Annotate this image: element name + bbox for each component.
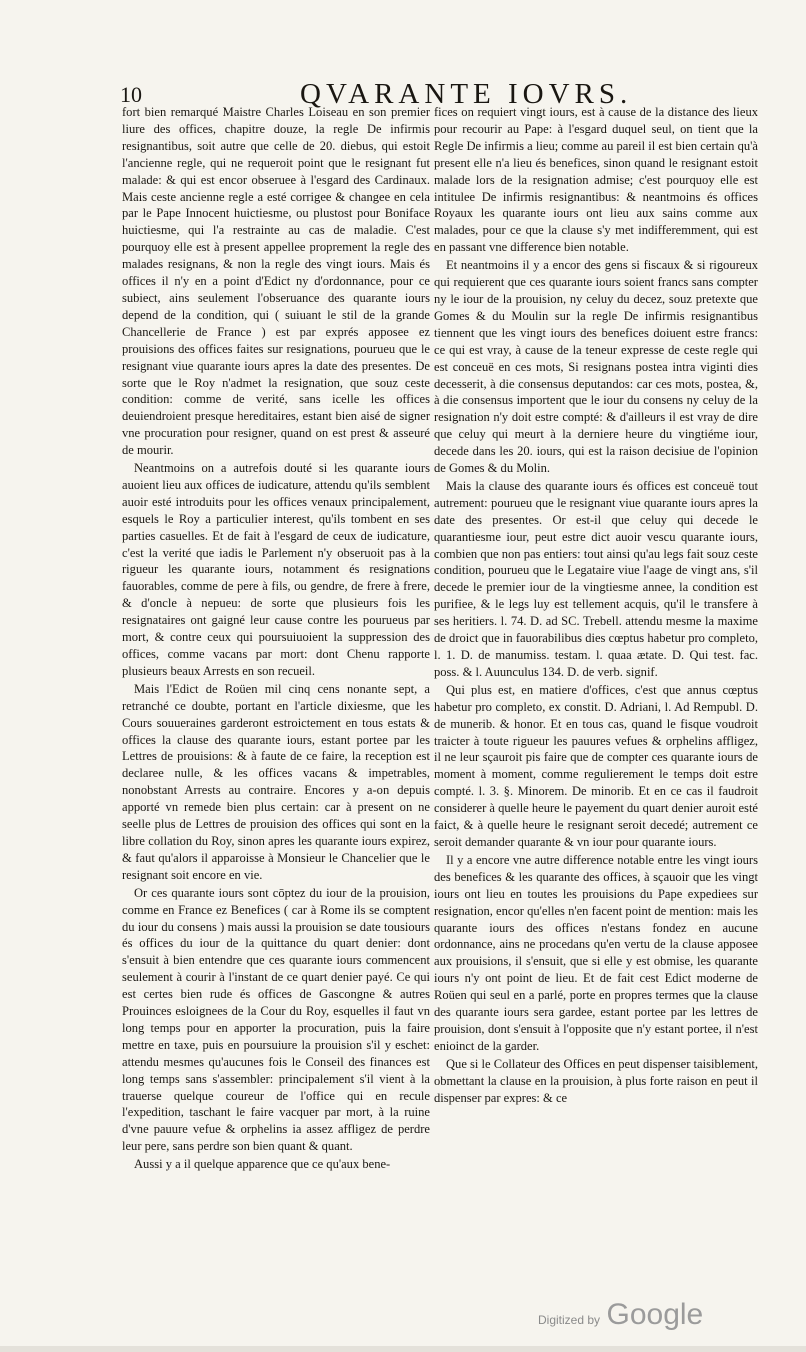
running-title: QVARANTE IOVRS. bbox=[300, 78, 633, 110]
google-logo: Google bbox=[606, 1298, 704, 1331]
paragraph: Qui plus est, en matiere d'offices, c'est que annus cœptus habetur pro completo, ex constit. D. Adriani, l. Ad Rempubl. D. de munerib. & honor. Et en tous cas, quand le fisque voudroit traicter à toute rigueur les pauures vefues & orphelins affligez, il ne leur sçauroit pis faire que de compter ces quarante iours de moment à moment, comme regulierement le temps doit estre compté. l. 3. §. Minorem. De minorib. Et en ce cas il faudroit considerer à quelle heure le payement du quart denier auroit esté faict, & à quelle heure le resignant seroit decedé; autrement ce seroit demander quarante & vn iour pour quarante iours. bbox=[434, 682, 758, 849]
paragraph: fices on requiert vingt iours, est à cause de la distance des lieux pour recourir au Pape: à l'esgard duquel seul, on tient que la Regle De infirmis a lieu; comme au pareil il est bien certain qu'à present elle n'a lieu és benefices, sinon quand le resignant estoit malade lors de la resignation admise; c'est pourquoy elle est intitulee De infirmis resignantibus: & neantmoins és offices Royaux les quarante iours ont lieu aux sains comme aux malades, pour ce que la clause s'y met indifferemment, qui est en passant vne difference bien notable. bbox=[434, 105, 758, 255]
paragraph: fort bien remarqué Maistre Charles Loiseau en son premier liure des offices, chapitre douze, la regle De infirmis resignantibus, soit autre que celle de 20. diebus, qui estoit l'ancienne regle, qui ne requeroit point que le resignant fut malade: & qui est encor obseruee à l'esgard des Cardinaux. Mais ceste ancienne regle a esté corrigee & changee en cela par le Pape Innocent huictiesme, ou plustost pour Boniface huictiesme, qui l'a restrainte au cas de maladie. C'est pourquoy elle est à present appellee proprement la regle des malades resignans, & non la regle des vingt iours. Mais és offices il n'y en a point d'Edict ny d'ordonnance, pour ce subiect, ains seulement l'obseruance des quarante iours depend de la condition, qui ( suiuant le stil de la grande Chancellerie de France ) est par exprés apposee ez prouisions des offices faites sur resignations, pourueu que le resignant viue quarante iours apres la date des presentes. De sorte que le Roy n'admet la resignation, que souz ceste condition: comme de verité, sans icelle les offices deuiendroient presque hereditaires, estant bien aisé de signer vne procuration pour resigner, quand on est prest & asseuré de mourir. bbox=[122, 105, 430, 458]
paragraph: Il y a encore vne autre difference notable entre les vingt iours des benefices & les quarante des offices, à sçauoir que les vingt iours ont lieu en toutes les prouisions du Pape expediees sur resignation, encor qu'elles n'en facent point de mention: mais les quarante iours des offices n'estans fondez en aucune ordonnance, ains ne procedans qu'en vertu de la clause apposee aux prouisions, il s'ensuit, que si elle y est obmise, les quarante iours n'y ont point de lieu. Et de fait cest Edict moderne de Roüen qui seul en a parlé, porte en propres termes que la clause des quarante iours sera gardee, estant portee par les lettres de prouision, dont s'ensuit à l'opposite que n'y estant portee, il n'est enioinct de la garder. bbox=[434, 852, 758, 1053]
paragraph: Que si le Collateur des Offices en peut dispenser taisiblement, obmettant la clause en la prouision, à plus forte raison en peut il dispenser par expres: & ce bbox=[434, 1056, 758, 1105]
page-bottom-edge bbox=[0, 1346, 806, 1352]
paragraph: Or ces quarante iours sont cōptez du iour de la prouision, comme en France ez Benefices ( car à Rome ils se comptent du iour du consens ) mais aussi la prouision se date tousiours és offices du iour de la quittance du quart denier: dont s'ensuit à bien entendre que ces quarante iours commencent seulement à courir à l'instant de ce quart denier payé. Ce qui est certes bien rude és offices de Gascongne & autres Prouinces esloignees de la Cour du Roy, esquelles il faut vn long temps pour en apporter la procuration, puis la faire mettre en taxe, puis en poursuiure la prouision s'il y eschet: attendu mesmes qu'aucunes fois le Conseil des finances est long temps sans s'assembler: principalement s'il vient à la trauerse quelque coureur de l'office qui en recule l'expedition, taschant le faire vacquer par mort, à la ruine d'vne pauure vefue & orphelins ia assez affligez de perdre leur pere, sans perdre son bien quant & quant. bbox=[122, 885, 430, 1154]
watermark-prefix: Digitized by bbox=[538, 1313, 601, 1327]
paragraph: Aussi y a il quelque apparence que ce qu'aux bene- bbox=[134, 1157, 391, 1172]
left-column bbox=[122, 104, 430, 1173]
paragraph: Mais l'Edict de Roüen mil cinq cens nonante sept, a retranché ce doubte, portant en l'article dixiesme, que les Cours souueraines garderont estroictement en tous estats & offices la clause des quarante iours, estant portee par les Lettres de prouisions: & à faute de ce faire, la reception est declaree nulle, & les offices vacans & impetrables, nonobstant Arrests au contraire. Encores y a-on depuis apporté vn remede bien plus certain: car à present on ne seelle plus de Lettres de prouision des offices qui sont en la libre collation du Roy, sinon apres les quarante iours expirez, & faut qu'alors il apparoisse à Monsieur le Chancelier que le resignant soit encore en vie. bbox=[122, 681, 430, 882]
paragraph: Neantmoins on a autrefois douté si les quarante iours auoient lieu aux offices de iudicature, attendu qu'ils semblent auoir esté introduits pour les offices venaux principalement, esquels le Roy a particulier interest, qu'ils tombent en ses parties casuelles. Et de fait à l'esgard de ceux de iudicature, c'est la verité que iadis le Parlement n'y obseruoit pas à la rigueur les quarante iours, notamment és resignations fauorables, comme de pere à fils, ou gendre, de frere à frere, & d'oncle à nepueu: de sorte que plusieurs fois les resignataires ont gaigné leur cause contre les pourueus par mort, & contre ceux qui poursuiuoient la suppression des offices, comme vacans par mort: dont Chenu rapporte plusieurs beaux Arrests en son recueil. bbox=[122, 461, 430, 678]
page-number: 10 bbox=[120, 82, 142, 107]
digitized-watermark bbox=[538, 1298, 703, 1332]
paragraph: Mais la clause des quarante iours és offices est conceuë tout autrement: pourueu que le resignant viue quarante iours apres la date des presentes. Or est-il que celuy qui decede le quarantiesme iour, peut estre dict auoir vescu quarante iours, combien que non pas entiers: tout ainsi qu'au legs fait souz ceste condition, pourueu que le Legataire viue l'aage de vingt ans, s'il decede le premier iour de la vingtiesme annee, la condition est purifiee, & le legs luy est tellement acquis, qu'il le transfere à ses heritiers. l. 74. D. ad SC. Trebell. attendu mesme la maxime de droict que in fauorabilibus dies cœptus habetur pro completo, l. 1. D. de manumiss. testam. l. quaa ætate. D. Qui test. fac. poss. & l. Auunculus 134. D. de verb. signif. bbox=[434, 478, 758, 679]
right-column bbox=[434, 104, 758, 1106]
paragraph: Et neantmoins il y a encor des gens si fiscaux & si rigoureux qui requierent que ces quarante iours soient francs sans compter ny le iour de la prouision, ny celuy du decez, souz pretexte que Gomes & du Moulin sur la regle De infirmis resignantibus tiennent que les vingt iours des benefices doiuent estre francs: ce qui est vray, à cause de la teneur expresse de ceste regle qui est conceuë en ces mots, Si resignans postea intra viginti dies decesserit, à die consensus deputandos: car ces mots, postea, &, à die consensus importent que le iour du consens ny celuy de la resignation n'y doit estre compté: & d'ailleurs il est vray de dire que celuy qui meurt à la derniere heure du vingtiéme iour, decede dans les 20. iours, qui est la raison decisiue de l'opinion de Gomes & du Molin. bbox=[434, 258, 758, 476]
